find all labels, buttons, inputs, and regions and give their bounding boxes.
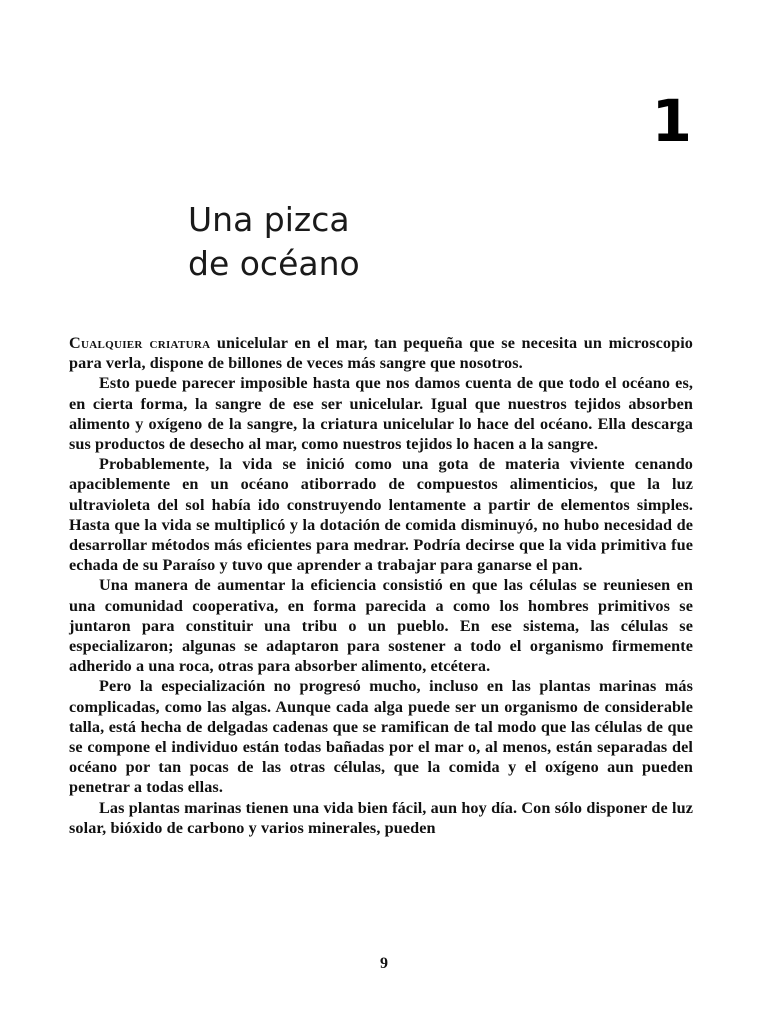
chapter-title-line-1: Una pizca — [188, 200, 350, 239]
paragraph-1-lead: Cualquier criatura — [69, 334, 211, 352]
page-number: 9 — [380, 955, 388, 972]
paragraph-3: Probablemente, la vida se inició como una gota de materia viviente cenando apaciblemente en un océano atiborrado de compuestos alimenticios, que la luz ultravioleta del sol había ido construyendo lentamente a partir de elementos simples. Hasta que la vida se multiplicó y la dotación de comida disminuyó, no hubo necesidad de desarrollar métodos más eficientes para medrar. Podría decirse que la vida primitiva fue echada de su Paraíso y tuvo que aprender a trabajar para ganarse el pan. — [69, 455, 693, 575]
paragraph-2: Esto puede parecer imposible hasta que nos damos cuenta de que todo el océano es, en cierta forma, la sangre de ese ser unicelular. Igual que nuestros tejidos absorben alimento y oxígeno de la sangre, la criatura unicelular lo hace del océano. Ella descarga sus productos de desecho al mar, como nuestros tejidos lo hacen a la sangre. — [69, 374, 693, 454]
paragraph-1-text: unicelular en el mar, tan pequeña que se necesita un microscopio para verla, dispone de billones de veces más sangre que nosotros. — [69, 334, 693, 373]
paragraph-4: Una manera de aumentar la eficiencia consistió en que las células se reuniesen en una comunidad cooperativa, en forma parecida a como los hombres primitivos se juntaron para constituir una tribu o un pueblo. En ese sistema, las células se especializaron; algunas se adaptaron para sostener a todo el organismo firmemente adherido a una roca, otras para absorber alimento, etcétera. — [69, 576, 693, 676]
paragraph-5: Pero la especialización no progresó mucho, incluso en las plantas marinas más complicadas, como las algas. Aunque cada alga puede ser un organismo de considerable talla, está hecha de delgadas cadenas que se ramifican de tal modo que las células de que se compone el individuo están todas bañadas por el mar o, al menos, están separadas del océano por tan pocas de las otras células, que la comida y el oxígeno aun pueden penetrar a todas ellas. — [69, 677, 693, 797]
paragraph-6: Las plantas marinas tienen una vida bien fácil, aun hoy día. Con sólo disponer de luz solar, bióxido de carbono y varios minerales, pueden — [69, 798, 693, 837]
body-text — [69, 333, 693, 838]
chapter-title — [188, 198, 360, 286]
chapter-title-line-2: de océano — [188, 244, 360, 283]
paragraph-1 — [69, 333, 693, 373]
chapter-number: 1 — [651, 87, 692, 155]
